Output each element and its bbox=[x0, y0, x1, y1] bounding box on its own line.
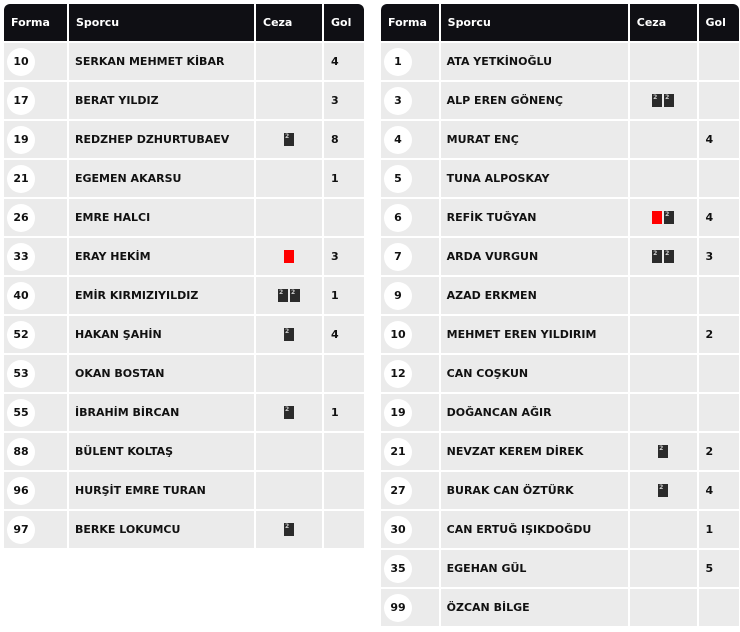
goal-count: 4 bbox=[699, 121, 739, 158]
table-row bbox=[4, 472, 364, 509]
penalty-cell bbox=[256, 355, 322, 392]
forma-cell bbox=[381, 550, 439, 587]
forma-cell bbox=[4, 43, 67, 80]
jersey-number: 55 bbox=[7, 399, 35, 427]
jersey-number: 40 bbox=[7, 282, 35, 310]
table-row bbox=[381, 121, 739, 158]
player-name: CAN ERTUĞ IŞIKDOĞDU bbox=[441, 511, 628, 548]
goal-count: 4 bbox=[324, 43, 364, 80]
goal-count bbox=[699, 82, 739, 119]
penalty-cell bbox=[256, 472, 322, 509]
jersey-number: 7 bbox=[384, 243, 412, 271]
forma-cell bbox=[381, 82, 439, 119]
header-gol: Gol bbox=[699, 4, 739, 41]
second-yellow-card-icon bbox=[664, 211, 674, 224]
player-name: İBRAHİM BİRCAN bbox=[69, 394, 254, 431]
header-row bbox=[381, 4, 739, 41]
goal-count: 1 bbox=[699, 511, 739, 548]
player-name: CAN COŞKUN bbox=[441, 355, 628, 392]
table-row bbox=[4, 43, 364, 80]
goal-count: 4 bbox=[699, 472, 739, 509]
jersey-number: 88 bbox=[7, 438, 35, 466]
table-row bbox=[4, 121, 364, 158]
player-name: EGEMEN AKARSU bbox=[69, 160, 254, 197]
table-row bbox=[4, 160, 364, 197]
jersey-number: 52 bbox=[7, 321, 35, 349]
penalty-cell bbox=[630, 394, 697, 431]
header-ceza: Ceza bbox=[630, 4, 697, 41]
jersey-number: 21 bbox=[384, 438, 412, 466]
penalty-cell bbox=[630, 550, 697, 587]
goal-count bbox=[699, 394, 739, 431]
jersey-number: 19 bbox=[384, 399, 412, 427]
penalty-cell bbox=[256, 199, 322, 236]
forma-cell bbox=[381, 277, 439, 314]
header-forma: Forma bbox=[381, 4, 439, 41]
penalty-cell bbox=[256, 121, 322, 158]
player-name: ERAY HEKİM bbox=[69, 238, 254, 275]
jersey-number: 27 bbox=[384, 477, 412, 505]
second-yellow-card-icon bbox=[284, 133, 294, 146]
player-name: AZAD ERKMEN bbox=[441, 277, 628, 314]
penalty-cell bbox=[630, 160, 697, 197]
header-gol: Gol bbox=[324, 4, 364, 41]
table-row bbox=[381, 199, 739, 236]
jersey-number: 53 bbox=[7, 360, 35, 388]
penalty-cell bbox=[630, 238, 697, 275]
table-row bbox=[381, 394, 739, 431]
penalty-cell bbox=[630, 433, 697, 470]
table-row bbox=[381, 589, 739, 626]
penalty-cell bbox=[256, 43, 322, 80]
penalty-cell bbox=[630, 121, 697, 158]
penalty-cell bbox=[630, 511, 697, 548]
jersey-number: 9 bbox=[384, 282, 412, 310]
penalty-cell bbox=[630, 472, 697, 509]
forma-cell bbox=[4, 277, 67, 314]
jersey-number: 17 bbox=[7, 87, 35, 115]
table-row bbox=[4, 433, 364, 470]
player-name: BURAK CAN ÖZTÜRK bbox=[441, 472, 628, 509]
right-team-table bbox=[379, 2, 740, 628]
table-row bbox=[4, 82, 364, 119]
forma-cell bbox=[381, 394, 439, 431]
forma-cell bbox=[381, 199, 439, 236]
forma-cell bbox=[381, 355, 439, 392]
goal-count bbox=[324, 472, 364, 509]
player-name: MEHMET EREN YILDIRIM bbox=[441, 316, 628, 353]
jersey-number: 30 bbox=[384, 516, 412, 544]
player-name: BERAT YILDIZ bbox=[69, 82, 254, 119]
goal-count bbox=[324, 511, 364, 548]
player-name: EMRE HALCI bbox=[69, 199, 254, 236]
player-name: NEVZAT KEREM DİREK bbox=[441, 433, 628, 470]
jersey-number: 33 bbox=[7, 243, 35, 271]
player-name: BERKE LOKUMCU bbox=[69, 511, 254, 548]
forma-cell bbox=[381, 316, 439, 353]
player-name: TUNA ALPOSKAY bbox=[441, 160, 628, 197]
table-row bbox=[4, 316, 364, 353]
penalty-cell bbox=[256, 277, 322, 314]
red-card-icon bbox=[652, 211, 662, 224]
forma-cell bbox=[4, 433, 67, 470]
penalty-cell bbox=[256, 433, 322, 470]
goal-count bbox=[324, 199, 364, 236]
goal-count: 1 bbox=[324, 394, 364, 431]
penalty-cell bbox=[630, 277, 697, 314]
table-row bbox=[381, 82, 739, 119]
forma-cell bbox=[4, 472, 67, 509]
second-yellow-card-icon bbox=[664, 250, 674, 263]
player-name: ATA YETKİNOĞLU bbox=[441, 43, 628, 80]
player-name: ALP EREN GÖNENÇ bbox=[441, 82, 628, 119]
goal-count bbox=[699, 589, 739, 626]
second-yellow-card-icon bbox=[664, 94, 674, 107]
goal-count bbox=[699, 277, 739, 314]
goal-count: 4 bbox=[324, 316, 364, 353]
jersey-number: 3 bbox=[384, 87, 412, 115]
goal-count: 1 bbox=[324, 160, 364, 197]
goal-count: 8 bbox=[324, 121, 364, 158]
penalty-cell bbox=[630, 355, 697, 392]
second-yellow-card-icon bbox=[278, 289, 288, 302]
table-row bbox=[381, 238, 739, 275]
goal-count bbox=[699, 43, 739, 80]
jersey-number: 6 bbox=[384, 204, 412, 232]
second-yellow-card-icon bbox=[658, 445, 668, 458]
penalty-cell bbox=[256, 511, 322, 548]
red-card-icon bbox=[284, 250, 294, 263]
player-name: EGEHAN GÜL bbox=[441, 550, 628, 587]
player-name: OKAN BOSTAN bbox=[69, 355, 254, 392]
header-forma: Forma bbox=[4, 4, 67, 41]
forma-cell bbox=[4, 355, 67, 392]
header-sporcu: Sporcu bbox=[69, 4, 254, 41]
penalty-cell bbox=[630, 589, 697, 626]
goal-count: 3 bbox=[699, 238, 739, 275]
jersey-number: 97 bbox=[7, 516, 35, 544]
penalty-cell bbox=[630, 82, 697, 119]
goal-count: 2 bbox=[699, 433, 739, 470]
penalty-cell bbox=[256, 238, 322, 275]
jersey-number: 1 bbox=[384, 48, 412, 76]
forma-cell bbox=[381, 472, 439, 509]
left-team-table bbox=[2, 2, 366, 550]
table-row bbox=[381, 43, 739, 80]
forma-cell bbox=[4, 199, 67, 236]
player-name: EMİR KIRMIZIYILDIZ bbox=[69, 277, 254, 314]
penalty-cell bbox=[256, 394, 322, 431]
jersey-number: 26 bbox=[7, 204, 35, 232]
forma-cell bbox=[381, 511, 439, 548]
header-row bbox=[4, 4, 364, 41]
table-row bbox=[381, 316, 739, 353]
jersey-number: 99 bbox=[384, 594, 412, 622]
forma-cell bbox=[381, 121, 439, 158]
player-name: REFİK TUĞYAN bbox=[441, 199, 628, 236]
jersey-number: 10 bbox=[7, 48, 35, 76]
second-yellow-card-icon bbox=[284, 406, 294, 419]
second-yellow-card-icon bbox=[652, 250, 662, 263]
goal-count bbox=[699, 355, 739, 392]
forma-cell bbox=[4, 82, 67, 119]
goal-count: 4 bbox=[699, 199, 739, 236]
penalty-cell bbox=[256, 82, 322, 119]
table-row bbox=[4, 394, 364, 431]
table-row bbox=[4, 277, 364, 314]
player-name: DOĞANCAN AĞIR bbox=[441, 394, 628, 431]
goal-count: 1 bbox=[324, 277, 364, 314]
table-row bbox=[381, 277, 739, 314]
goal-count: 3 bbox=[324, 82, 364, 119]
second-yellow-card-icon bbox=[284, 328, 294, 341]
forma-cell bbox=[381, 43, 439, 80]
player-name: MURAT ENÇ bbox=[441, 121, 628, 158]
forma-cell bbox=[381, 433, 439, 470]
table-row bbox=[381, 433, 739, 470]
forma-cell bbox=[4, 121, 67, 158]
forma-cell bbox=[4, 160, 67, 197]
table-row bbox=[381, 472, 739, 509]
jersey-number: 19 bbox=[7, 126, 35, 154]
penalty-cell bbox=[630, 316, 697, 353]
player-name: HURŞİT EMRE TURAN bbox=[69, 472, 254, 509]
penalty-cell bbox=[256, 160, 322, 197]
jersey-number: 96 bbox=[7, 477, 35, 505]
player-name: BÜLENT KOLTAŞ bbox=[69, 433, 254, 470]
player-name: SERKAN MEHMET KİBAR bbox=[69, 43, 254, 80]
player-name: HAKAN ŞAHİN bbox=[69, 316, 254, 353]
jersey-number: 35 bbox=[384, 555, 412, 583]
forma-cell bbox=[381, 160, 439, 197]
forma-cell bbox=[381, 238, 439, 275]
penalty-cell bbox=[630, 199, 697, 236]
table-row bbox=[4, 355, 364, 392]
forma-cell bbox=[4, 238, 67, 275]
goal-count: 5 bbox=[699, 550, 739, 587]
table-row bbox=[4, 511, 364, 548]
second-yellow-card-icon bbox=[290, 289, 300, 302]
forma-cell bbox=[381, 589, 439, 626]
second-yellow-card-icon bbox=[658, 484, 668, 497]
goal-count bbox=[324, 355, 364, 392]
goal-count: 2 bbox=[699, 316, 739, 353]
forma-cell bbox=[4, 394, 67, 431]
forma-cell bbox=[4, 316, 67, 353]
goal-count bbox=[699, 160, 739, 197]
header-sporcu: Sporcu bbox=[441, 4, 628, 41]
table-row bbox=[4, 238, 364, 275]
jersey-number: 4 bbox=[384, 126, 412, 154]
header-ceza: Ceza bbox=[256, 4, 322, 41]
table-row bbox=[4, 199, 364, 236]
table-row bbox=[381, 511, 739, 548]
penalty-cell bbox=[630, 43, 697, 80]
goal-count: 3 bbox=[324, 238, 364, 275]
jersey-number: 21 bbox=[7, 165, 35, 193]
table-row bbox=[381, 355, 739, 392]
second-yellow-card-icon bbox=[284, 523, 294, 536]
player-name: ÖZCAN BİLGE bbox=[441, 589, 628, 626]
goal-count bbox=[324, 433, 364, 470]
second-yellow-card-icon bbox=[652, 94, 662, 107]
penalty-cell bbox=[256, 316, 322, 353]
table-row bbox=[381, 550, 739, 587]
jersey-number: 10 bbox=[384, 321, 412, 349]
jersey-number: 5 bbox=[384, 165, 412, 193]
table-row bbox=[381, 160, 739, 197]
player-name: ARDA VURGUN bbox=[441, 238, 628, 275]
forma-cell bbox=[4, 511, 67, 548]
jersey-number: 12 bbox=[384, 360, 412, 388]
player-name: REDZHEP DZHURTUBAEV bbox=[69, 121, 254, 158]
